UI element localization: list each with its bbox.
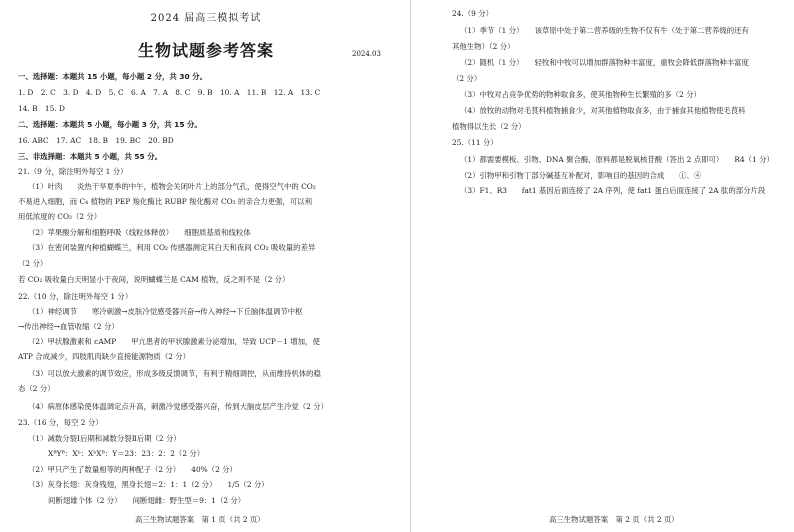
answer-line: （4）放牧的动物对毛茛科植物捕食少，对其他植物取食多，由于捕食其他植物使毛茛科 (460, 106, 746, 115)
answer-line: （3）可以放大激素的调节效应，形成多级反馈调节，有利于精细调控，从而维持机体的稳 (28, 369, 321, 378)
answer-line: （1）叶肉 炎热干旱夏季的中午，植物会关闭叶片上的部分气孔，使得空气中的 CO₂ (28, 182, 316, 191)
answer-line: （2）引物甲和引物丁部分碱基互补配对，影响目的基因的合成 ①、④ (460, 171, 702, 180)
question-heading: 24.（9 分） (452, 9, 493, 18)
answer-line: （4）病原体感染使体温调定点升高，刺激冷觉感受器兴奋，传到大脑皮层产生冷觉（2 分） (28, 402, 328, 411)
answer-line: 若 CO₂ 吸收量白天明显小于夜间，说明蝴蝶兰是 CAM 植物，反之则不是（2 分） (18, 275, 290, 284)
page-divider (410, 0, 411, 532)
answer-line: →传出神经→血管收缩（2 分） (18, 322, 119, 331)
answer-line: XᴮYᴮ：Xᵇ：XᵇXᴮ：Y＝23：23：2：2（2 分） (48, 449, 205, 458)
answer-line: 用低浓度的 CO₂（2 分） (18, 212, 102, 221)
answer-line: 间断翅雄个体（2 分） 间断翅雌：野生型＝9：1（2 分） (48, 496, 246, 505)
page-footer: 高三生物试题答案 第 2 页（共 2 页） (549, 515, 679, 524)
section-2-heading: 二、选择题：本题共 5 小题，每小题 3 分，共 15 分。 (18, 120, 202, 129)
answer-line: 植物得以生长（2 分） (452, 122, 526, 131)
page-footer: 高三生物试题答案 第 1 页（共 2 页） (135, 515, 265, 524)
answer-line: 14. B 15. D (18, 104, 65, 113)
exam-series-title: 2024 届高三模拟考试 (150, 13, 262, 24)
answer-line: （2 分） (452, 74, 482, 83)
answer-line: （1）季节（1 分） 该草原中处于第二营养级的生物不仅有牛（处于第二营养级的还有 (460, 26, 749, 35)
question-heading: 23.（16 分，每空 2 分） (18, 418, 103, 427)
document-date: 2024.03 (352, 50, 381, 58)
document-title: 生物试题参考答案 (137, 41, 274, 60)
answer-line: （3）中牧对占竞争优势的物种取食多，使其他物种生长繁殖的多（2 分） (460, 90, 701, 99)
answer-line: （3）在密闭装置内种植蝴蝶兰，利用 CO₂ 传感器测定其白天和夜间 CO₂ 吸收量的差异 (28, 243, 316, 252)
answer-line: （1）减数分裂Ⅰ后期和减数分裂Ⅱ后期（2 分） (28, 434, 181, 443)
question-heading: 25.（11 分） (452, 138, 498, 147)
answer-page-2 (412, 0, 794, 532)
question-heading: 21.（9 分，除注明外每空 1 分） (18, 167, 128, 176)
answer-line: （3）灰身长翅：灰身残翅，黑身长翅＝2：1：1（2 分） 1/5（2 分） (28, 480, 269, 489)
answer-line: 不易进入细胞，而 C₄ 植物的 PEP 羧化酶比 RUBP 羧化酶对 CO₂ 的亲合力更强，可以利 (18, 197, 312, 206)
answer-line: （2）随机（1 分） 轻牧和中牧可以增加群落物种丰富度，重牧会降低群落物种丰富度 (460, 58, 749, 67)
question-heading: 22.（10 分，除注明外每空 1 分） (18, 292, 133, 301)
answer-line: （2 分） (18, 259, 48, 268)
answer-line: 态（2 分） (18, 384, 55, 393)
section-3-heading: 三、非选择题：本题共 5 小题，共 55 分。 (18, 152, 162, 161)
answer-line: 1. D 2. C 3. D 4. D 5. C 6. A 7. A 8. C 9. B 10. A 11. B 12. A 13. C (18, 88, 321, 97)
answer-line: （2）甲状腺激素和 cAMP 甲亢患者的甲状腺激素分泌增加，导致 UCP－1 增加，使 (28, 337, 320, 346)
answer-line: （2）甲只产生了数量相等的两种配子（2 分） 40%（2 分） (28, 465, 237, 474)
answer-line: （1）神经调节 寒冷刺激→皮肤冷觉感受器兴奋→传入神经→下丘脑体温调节中枢 (28, 307, 303, 316)
answer-line: （3）F1、R3 fat1 基因后面连接了 2A 序列，使 fat1 蛋白后面连接了 2A 肽的部分片段 (460, 186, 766, 195)
section-1-heading: 一、选择题：本题共 15 小题，每小题 2 分，共 30 分。 (18, 72, 207, 81)
answer-line: （1）都需要模板、引物、DNA 聚合酶，原料都是脱氧核苷酸（答出 2 点即可） R4（1 分） (460, 155, 774, 164)
answer-line: ATP 合成减少，四肢肌肉缺少直接能源物质（2 分） (18, 352, 191, 361)
answer-line: （2）苹果酸分解和细胞呼吸（线粒体释放） 细胞质基质和线粒体 (28, 228, 251, 237)
answer-line: 16. ABC 17. AC 18. B 19. BC 20. BD (18, 136, 174, 145)
answer-line: 其他生物）（2 分） (452, 42, 515, 51)
